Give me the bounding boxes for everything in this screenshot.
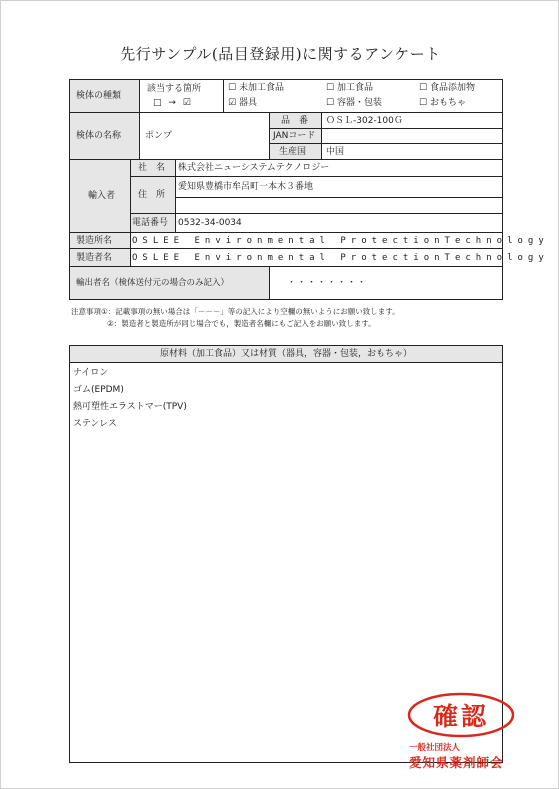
rule — [69, 266, 503, 267]
address-value: 愛知県豊橋市牟呂町一本木３番地 — [178, 182, 314, 192]
note-line-2: ②：製造者と製造所が同じ場合でも，製造者名欄にもご記入をお願い致します。 — [107, 319, 376, 328]
stamp-mark-text: 確認 — [432, 702, 490, 731]
checkbox-food-additive[interactable]: ☐ — [419, 83, 428, 93]
maker-label: 製造者名 — [76, 253, 113, 263]
rule — [130, 176, 503, 177]
applicable-label: 該当する箇所 — [147, 84, 202, 94]
factory-value: OSLEE Environmental ProtectionTechnology — [132, 236, 549, 246]
option-label: 食品添加物 — [429, 83, 475, 93]
material-item: ゴム(EPDM) — [73, 385, 124, 395]
option-food-additive[interactable] — [419, 82, 475, 94]
checkbox-unprocessed-food[interactable]: ☐ — [228, 83, 237, 93]
sample-name-value: ポンプ — [145, 131, 173, 141]
option-toy[interactable] — [419, 97, 466, 109]
company-value: 株式会社ニューシステムテクノロジー — [178, 163, 330, 173]
phone-label: 電話番号 — [132, 218, 169, 228]
rule — [69, 248, 503, 249]
factory-label: 製造所名 — [76, 236, 113, 246]
origin-value: 中国 — [326, 147, 345, 157]
rule — [269, 143, 503, 144]
mark-legend: □ → ☑ — [153, 98, 193, 108]
kind-label: 検体の種類 — [76, 91, 122, 101]
origin-label: 生産国 — [279, 147, 307, 157]
rule — [223, 79, 224, 112]
rule — [130, 213, 503, 214]
rule — [269, 112, 270, 159]
exporter-label: 輸出者名（検体送付元の場合のみ記入） — [76, 278, 230, 288]
importer-label: 輸入者 — [88, 191, 116, 201]
option-unprocessed-food[interactable] — [228, 82, 284, 94]
option-label: 未加工食品 — [238, 83, 284, 93]
stamp-org-type: 一般社団法人 — [409, 743, 461, 753]
address-label: 住 所 — [138, 190, 166, 200]
rule — [269, 128, 503, 129]
option-label: 加工食品 — [336, 83, 373, 93]
note-line-1: 注意事項①：記載事項の無い場合は「－－－」等の記入により空欄の無いようにお願い致します。 — [71, 307, 400, 316]
material-item: ステンレス — [73, 419, 117, 429]
document-title: 先行サンプル(品目登録用)に関するアンケート — [120, 45, 441, 63]
rule — [321, 112, 322, 159]
rule — [175, 197, 503, 198]
option-label: おもちゃ — [429, 98, 466, 108]
rule — [69, 112, 503, 113]
rule — [69, 159, 503, 160]
confirmation-stamp — [401, 691, 531, 776]
rule — [130, 159, 131, 266]
material-item: ナイロン — [73, 368, 109, 378]
checkbox-utensil[interactable]: ☑ — [228, 98, 237, 108]
rule — [69, 232, 503, 233]
exporter-value: ・・・・・・・・ — [287, 278, 368, 288]
rule — [139, 79, 140, 159]
rule — [175, 159, 176, 232]
material-item: 熱可塑性エラストマー(TPV) — [73, 402, 187, 412]
checkbox-toy[interactable]: ☐ — [419, 98, 428, 108]
checkbox-processed-food[interactable]: ☐ — [326, 83, 335, 93]
rule — [269, 266, 270, 300]
maker-value: OSLEE Environmental ProtectionTechnology — [132, 253, 549, 263]
option-label: 容器・包装 — [336, 98, 382, 108]
jan-code-label: JANコード — [273, 131, 316, 141]
product-no-value: ＯＳＬ-302-100Ｇ — [326, 116, 403, 126]
option-processed-food[interactable] — [326, 82, 373, 94]
materials-header: 原材料（加工食品）又は材質（器具，容器・包装，おもちゃ） — [159, 349, 412, 359]
option-utensil[interactable] — [228, 97, 257, 109]
stamp-org-name: 愛知県薬剤師会 — [409, 755, 504, 770]
rule — [69, 362, 503, 363]
option-label: 器具 — [238, 98, 257, 108]
option-container-packaging[interactable] — [326, 97, 382, 109]
checkbox-container-packaging[interactable]: ☐ — [326, 98, 335, 108]
phone-value: 0532-34-0034 — [178, 218, 242, 228]
company-label: 社 名 — [138, 163, 166, 173]
product-no-label: 品 番 — [281, 116, 309, 126]
sample-name-label: 検体の名称 — [76, 131, 122, 141]
